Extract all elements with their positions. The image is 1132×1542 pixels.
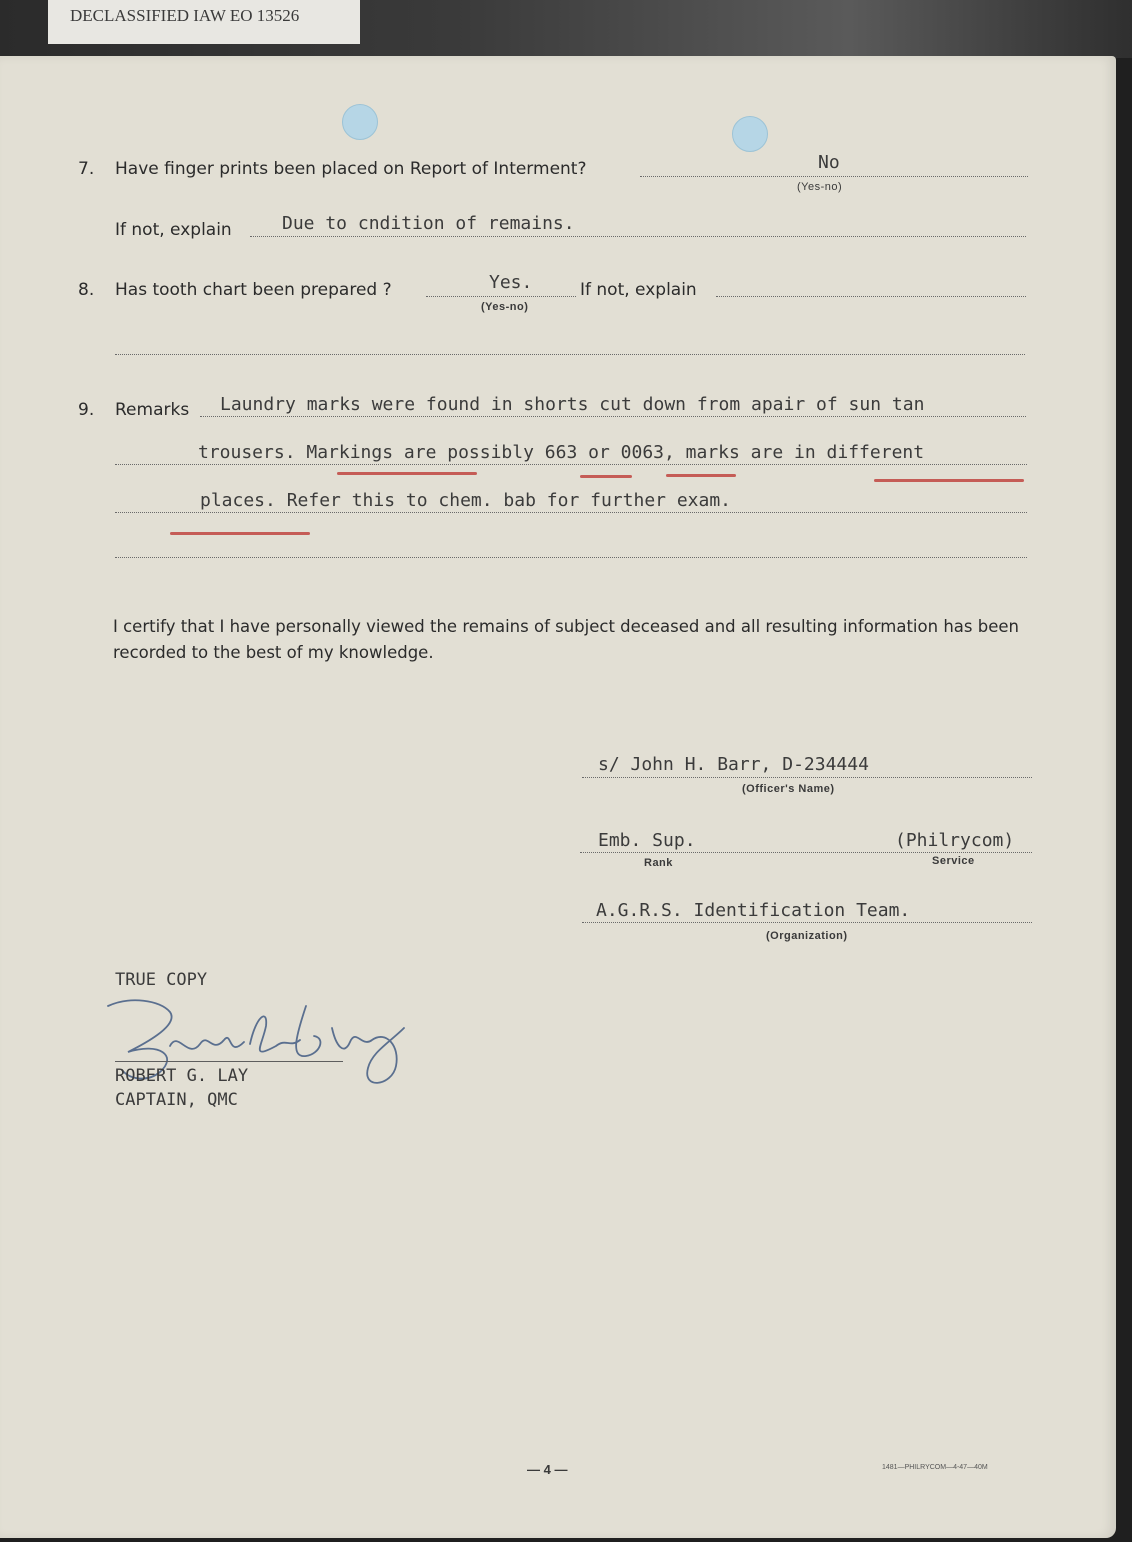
q9-line-4 — [115, 557, 1027, 558]
rank-service-line — [580, 852, 1032, 853]
q7-answer: No — [818, 152, 840, 173]
q9-label: Remarks — [115, 400, 190, 420]
rank-label: Rank — [644, 857, 673, 869]
q8-explain-label: If not, explain — [580, 280, 697, 300]
red-underline-different — [874, 479, 1024, 482]
q8-answer: Yes. — [489, 272, 533, 293]
true-copy-title: CAPTAIN, QMC — [115, 1090, 238, 1110]
q7-explain-label: If not, explain — [115, 220, 232, 240]
organization-label: (Organization) — [766, 930, 848, 942]
q9-line-2 — [115, 464, 1027, 465]
q7-explain-value: Due to cndition of remains. — [282, 213, 575, 234]
q9-line-1 — [200, 416, 1026, 417]
red-underline-663 — [580, 475, 632, 478]
service-label: Service — [932, 855, 975, 867]
certification-statement: I certify that I have personally viewed the remains of subject deceased and all resulting information has been recorded to the best of my knowledge. — [113, 617, 1019, 662]
q7-answer-line — [640, 176, 1028, 177]
q8-number: 8. — [78, 280, 95, 300]
true-copy-heading: TRUE COPY — [115, 970, 208, 990]
punch-hole-right — [732, 116, 768, 152]
true-copy-signature-line — [115, 1061, 343, 1062]
q8-explain-line-2 — [115, 354, 1025, 355]
document-page — [0, 56, 1116, 1538]
q7-question: Have finger prints been placed on Report of Interment? — [115, 159, 587, 179]
q9-remark-line-2: trousers. Markings are possibly 663 or 0063, marks are in different — [198, 442, 925, 463]
officer-organization: A.G.R.S. Identification Team. — [596, 900, 911, 921]
q9-line-3 — [115, 512, 1027, 513]
page-number: — 4 — — [527, 1462, 568, 1477]
organization-line — [582, 922, 1032, 923]
q9-remark-line-3: places. Refer this to chem. bab for further exam. — [200, 490, 732, 511]
q8-question: Has tooth chart been prepared ? — [115, 280, 392, 300]
red-underline-places — [170, 532, 310, 535]
q7-answer-hint: (Yes-no) — [797, 181, 843, 193]
officer-name-line — [582, 777, 1032, 778]
q8-explain-line — [716, 296, 1026, 297]
printer-code: 1481—PHILRYCOM—4-47—40M — [882, 1464, 988, 1471]
q8-answer-hint: (Yes-no) — [481, 301, 529, 313]
declassified-stamp: DECLASSIFIED IAW EO 13526 — [48, 0, 360, 44]
q9-number: 9. — [78, 400, 95, 420]
punch-hole-left — [342, 104, 378, 140]
red-underline-0063 — [666, 474, 736, 477]
officer-service: (Philrycom) — [895, 830, 1015, 851]
officer-name: s/ John H. Barr, D-234444 — [598, 754, 869, 775]
officer-rank: Emb. Sup. — [598, 830, 696, 851]
q8-answer-line — [426, 296, 576, 297]
q7-number: 7. — [78, 159, 95, 179]
officer-name-label: (Officer's Name) — [742, 783, 835, 795]
q9-remark-line-1: Laundry marks were found in shorts cut down from apair of sun tan — [220, 394, 925, 415]
true-copy-name: ROBERT G. LAY — [115, 1066, 249, 1086]
red-underline-markings — [337, 472, 477, 475]
q7-explain-line — [250, 236, 1026, 237]
